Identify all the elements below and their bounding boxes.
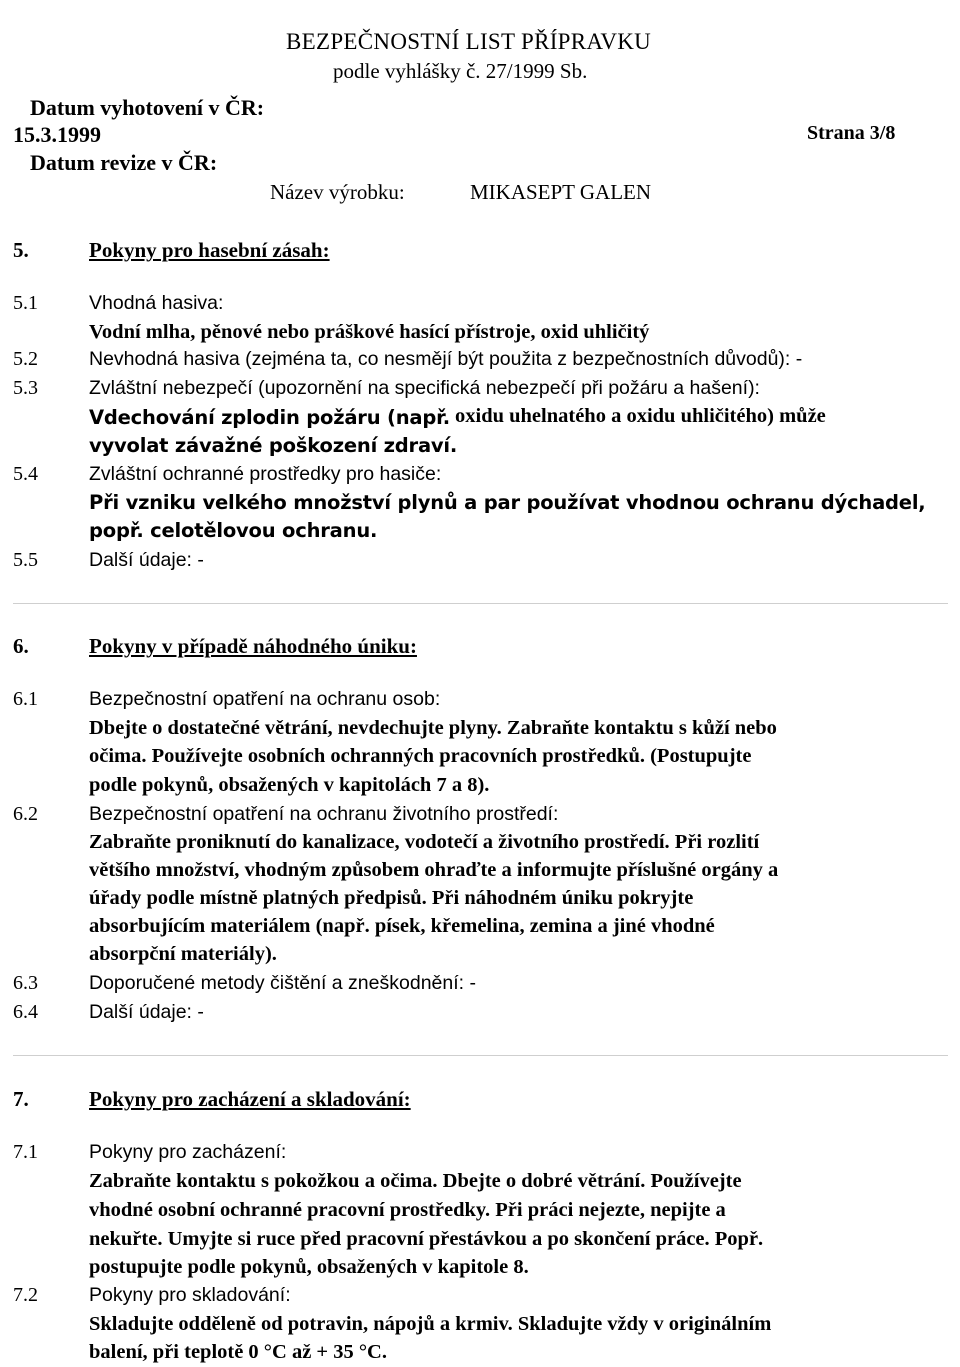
item-6-2-number: 6.2 [13, 803, 38, 825]
item-7-1-number: 7.1 [13, 1141, 38, 1163]
item-7-1-text-line3: nekuřte. Umyjte si ruce před pracovní přestávkou a po skončení práce. Popř. [89, 1228, 764, 1250]
item-6-2-text-line2: většího množství, vhodným způsobem ohraďte a informujte příslušné orgány a [89, 859, 779, 881]
item-6-1-text-line1: Dbejte o dostatečné větrání, nevdechujte plyny. Zabraňte kontaktu s kůží nebo [89, 717, 777, 739]
item-7-2-text-line1: Skladujte odděleně od potravin, nápojů a krmiv. Skladujte vždy v originálním [89, 1313, 772, 1335]
section-divider [13, 603, 948, 604]
item-5-4-text-line2: popř. celotělovou ochranu. [89, 519, 378, 542]
item-5-2-label: Nevhodná hasiva (zejména ta, co nesmějí být použita z bezpečnostních důvodů): - [89, 348, 803, 370]
item-6-1-text-line2: očima. Používejte osobních ochranných pracovních prostředků. (Postupujte [89, 745, 752, 767]
item-6-3-label: Doporučené metody čištění a zneškodnění: - [89, 972, 476, 994]
item-6-4-number: 6.4 [13, 1001, 38, 1023]
item-6-3-number: 6.3 [13, 972, 38, 994]
item-6-2-text-line3: úřady podle místně platných předpisů. Při náhodném úniku pokryjte [89, 887, 694, 909]
item-6-1-number: 6.1 [13, 688, 38, 710]
item-7-1-text-line2: vhodné osobní ochranné pracovní prostředky. Při práci nejezte, nepijte a [89, 1199, 726, 1221]
section-5-number: 5. [13, 238, 29, 262]
item-6-1-label: Bezpečnostní opatření na ochranu osob: [89, 688, 441, 710]
item-7-1-text-line1: Zabraňte kontaktu s pokožkou a očima. Dbejte o dobré větrání. Používejte [89, 1170, 742, 1192]
item-6-4-label: Další údaje: - [89, 1001, 204, 1023]
item-5-4-number: 5.4 [13, 463, 38, 485]
item-6-1-text-line3: podle pokynů, obsažených v kapitolách 7 a 8). [89, 774, 490, 796]
item-5-3-label: Zvláštní nebezpečí (upozornění na specifická nebezpečí při požáru a hašení): [89, 377, 760, 399]
item-5-1-label: Vhodná hasiva: [89, 292, 224, 314]
item-5-1-number: 5.1 [13, 292, 38, 314]
item-6-2-text-line1: Zabraňte proniknutí do kanalizace, vodotečí a životního prostředí. Při rozlití [89, 831, 760, 853]
product-name: MIKASEPT GALEN [470, 180, 652, 204]
section-7-number: 7. [13, 1087, 29, 1111]
document-subtitle: podle vyhlášky č. 27/1999 Sb. [333, 59, 588, 83]
item-5-3-text-line1b: oxidu uhelnatého a oxidu uhličitého) může [455, 405, 826, 427]
item-5-2-number: 5.2 [13, 348, 38, 370]
item-7-2-number: 7.2 [13, 1284, 38, 1306]
item-5-3-text-line2: vyvolat závažné poškození zdraví. [89, 434, 458, 457]
section-5-heading: Pokyny pro hasební zásah: [89, 238, 330, 262]
item-5-3-text-line1a: Vdechování zplodin požáru (např. [89, 406, 450, 429]
item-5-4-label: Zvláštní ochranné prostředky pro hasiče: [89, 463, 442, 485]
item-7-1-label: Pokyny pro zacházení: [89, 1141, 287, 1163]
item-6-2-text-line5: absorpční materiály). [89, 943, 277, 965]
page-number: Strana 3/8 [807, 122, 896, 144]
section-6-heading: Pokyny v případě náhodného úniku: [89, 634, 417, 658]
item-5-1-text: Vodní mlha, pěnové nebo práškové hasící přístroje, oxid uhličitý [89, 321, 650, 343]
item-5-4-text-line1: Při vzniku velkého množství plynů a par používat vhodnou ochranu dýchadel, [89, 491, 926, 514]
item-6-2-label: Bezpečnostní opatření na ochranu životního prostředí: [89, 803, 559, 825]
section-divider [13, 1055, 948, 1056]
item-5-5-number: 5.5 [13, 549, 38, 571]
revision-date-label: Datum revize v ČR: [30, 150, 218, 175]
item-5-5-label: Další údaje: - [89, 549, 204, 571]
item-7-2-text-line2: balení, při teplotě 0 °C až + 35 °C. [89, 1341, 387, 1363]
document-title: BEZPEČNOSTNÍ LIST PŘÍPRAVKU [286, 29, 652, 54]
item-7-1-text-line4: postupujte podle pokynů, obsažených v kapitole 8. [89, 1256, 529, 1278]
section-7-heading: Pokyny pro zacházení a skladování: [89, 1087, 411, 1111]
item-5-3-number: 5.3 [13, 377, 38, 399]
issue-date-label: Datum vyhotovení v ČR: [30, 95, 265, 120]
item-6-2-text-line4: absorbujícím materiálem (např. písek, křemelina, zemina a jiné vhodné [89, 915, 715, 937]
product-label: Název výrobku: [270, 180, 405, 204]
section-6-number: 6. [13, 634, 29, 658]
item-7-2-label: Pokyny pro skladování: [89, 1284, 291, 1306]
issue-date: 15.3.1999 [13, 122, 101, 147]
